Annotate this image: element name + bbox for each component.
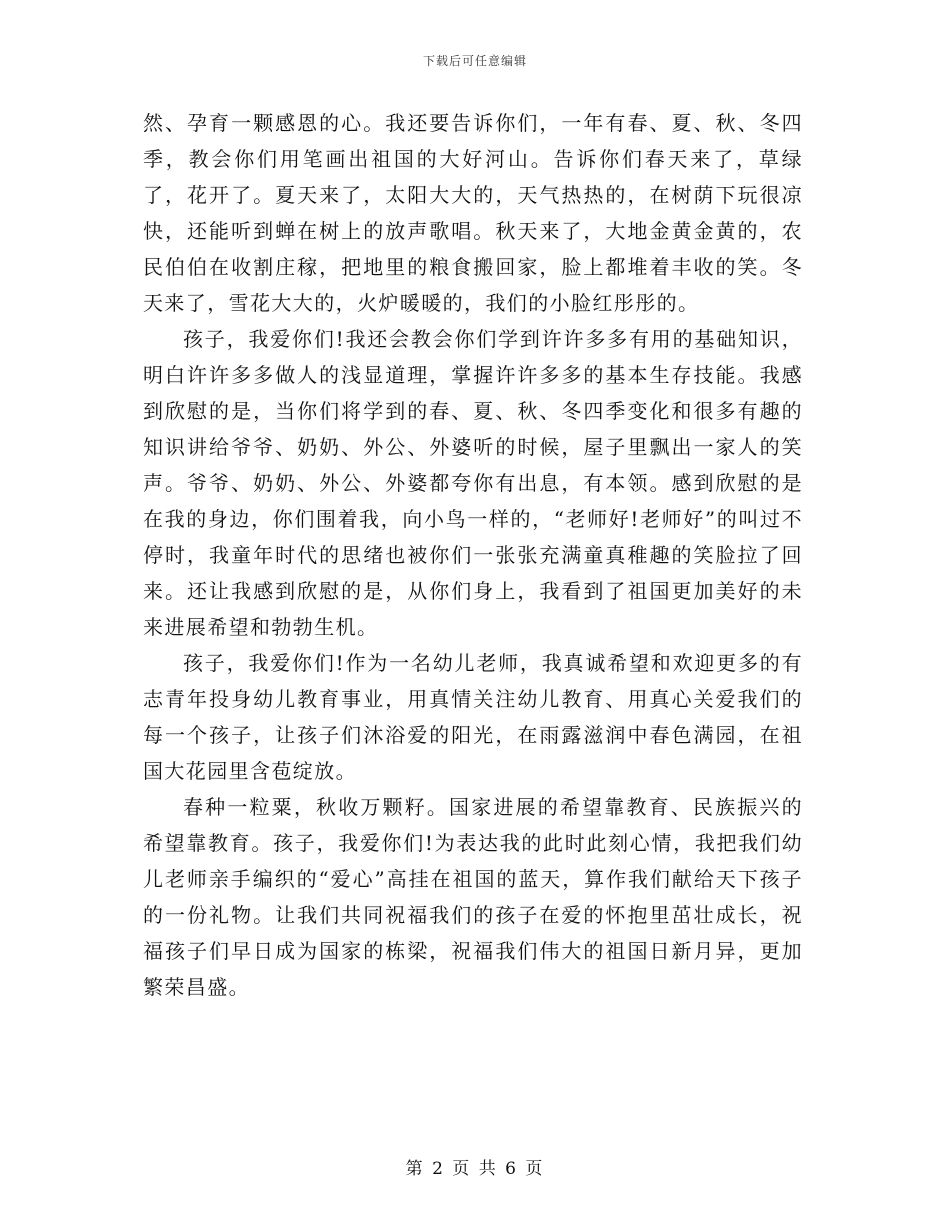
page-number-footer: 第 2 页 共 6 页 bbox=[405, 1159, 545, 1179]
paragraph-3: 孩子，我爱你们!作为一名幼儿老师，我真诚希望和欢迎更多的有志青年投身幼儿教育事业，用真情关注幼儿教育、用真心关爱我们的每一个孩子，让孩子们沐浴爱的阳光，在雨露滋润中春色满园，在祖国大花园里含苞绽放。 bbox=[143, 651, 803, 783]
document-body bbox=[143, 105, 803, 1005]
paragraph-1: 然、孕育一颗感恩的心。我还要告诉你们，一年有春、夏、秋、冬四季，教会你们用笔画出祖国的大好河山。告诉你们春天来了，草绿了，花开了。夏天来了，太阳大大的，天气热热的，在树荫下玩很凉快，还能听到蝉在树上的放声歌唱。秋天来了，大地金黄金黄的，农民伯伯在收割庄稼，把地里的粮食搬回家，脸上都堆着丰收的笑。冬天来了，雪花大大的，火炉暖暖的，我们的小脸红彤彤的。 bbox=[143, 111, 803, 315]
paragraph-4: 春种一粒粟，秋收万颗籽。国家进展的希望靠教育、民族振兴的希望靠教育。孩子，我爱你们!为表达我的此时此刻心情，我把我们幼儿老师亲手编织的“爱心”高挂在祖国的蓝天，算作我们献给天下孩子的一份礼物。让我们共同祝福我们的孩子在爱的怀抱里茁壮成长，祝福孩子们早日成为国家的栋梁，祝福我们伟大的祖国日新月异，更加繁荣昌盛。 bbox=[143, 795, 803, 999]
paragraph-2: 孩子，我爱你们!我还会教会你们学到许许多多有用的基础知识，明白许许多多做人的浅显道理，掌握许许多多的基本生存技能。我感到欣慰的是，当你们将学到的春、夏、秋、冬四季变化和很多有趣的知识讲给爷爷、奶奶、外公、外婆听的时候，屋子里飘出一家人的笑声。爷爷、奶奶、外公、外婆都夸你有出息，有本领。感到欣慰的是在我的身边，你们围着我，向小鸟一样的，“老师好!老师好”的叫过不停时，我童年时代的思绪也被你们一张张充满童真稚趣的笑脸拉了回来。还让我感到欣慰的是，从你们身上，我看到了祖国更加美好的未来进展希望和勃勃生机。 bbox=[143, 327, 803, 639]
page-header: 下载后可任意编辑 bbox=[422, 54, 527, 68]
